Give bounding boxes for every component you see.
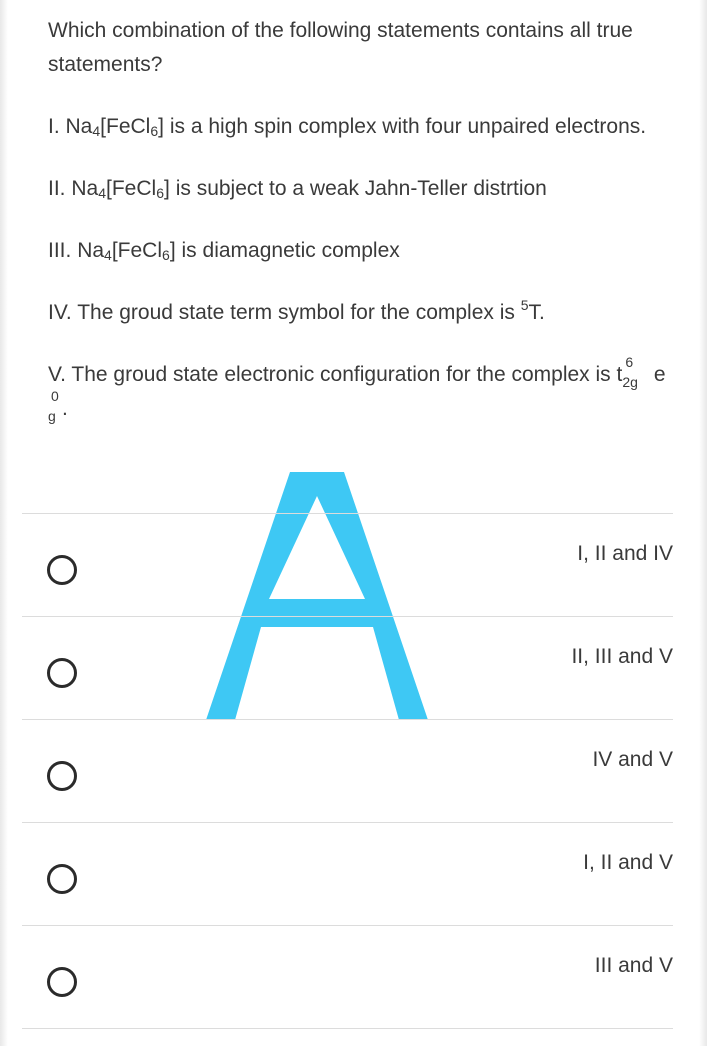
statement-5: V. The groud state electronic configuration for the complex is t 6 2g e 0 g .: [48, 354, 666, 424]
radio-button[interactable]: [47, 864, 77, 894]
option-row[interactable]: [22, 513, 673, 616]
option-row[interactable]: [22, 719, 673, 822]
statement-3: III. $Na_4[FeCl_6]$ is diamagnetic complex: [48, 239, 400, 263]
radio-button[interactable]: [47, 761, 77, 791]
answer-options: [22, 513, 673, 1029]
statement-1: I. $Na_4[FeCl_6]$ is a high spin complex with four unpaired electrons.: [48, 115, 647, 139]
right-shadow: [699, 0, 707, 1046]
option-label: IV and V: [592, 748, 673, 771]
radio-button[interactable]: [47, 967, 77, 997]
left-shadow: [0, 0, 8, 1046]
statement-4: IV. The groud state term symbol for the complex is $^5$T.: [48, 297, 545, 324]
option-row[interactable]: [22, 822, 673, 925]
question-prompt: Which combination of the following statements contains all true statements?: [48, 19, 633, 76]
option-row[interactable]: [22, 616, 673, 719]
option-label: III and V: [594, 954, 673, 977]
radio-button[interactable]: [47, 658, 77, 688]
option-label: I, II and IV: [577, 542, 673, 565]
option-row[interactable]: [22, 925, 673, 1029]
question-block: [48, 14, 673, 454]
statement-2: II. $Na_4[FeCl_6]$ is subject to a weak Jahn-Teller distrtion: [48, 177, 547, 201]
option-label: II, III and V: [571, 645, 673, 668]
option-label: I, II and V: [583, 851, 673, 874]
radio-button[interactable]: [47, 555, 77, 585]
